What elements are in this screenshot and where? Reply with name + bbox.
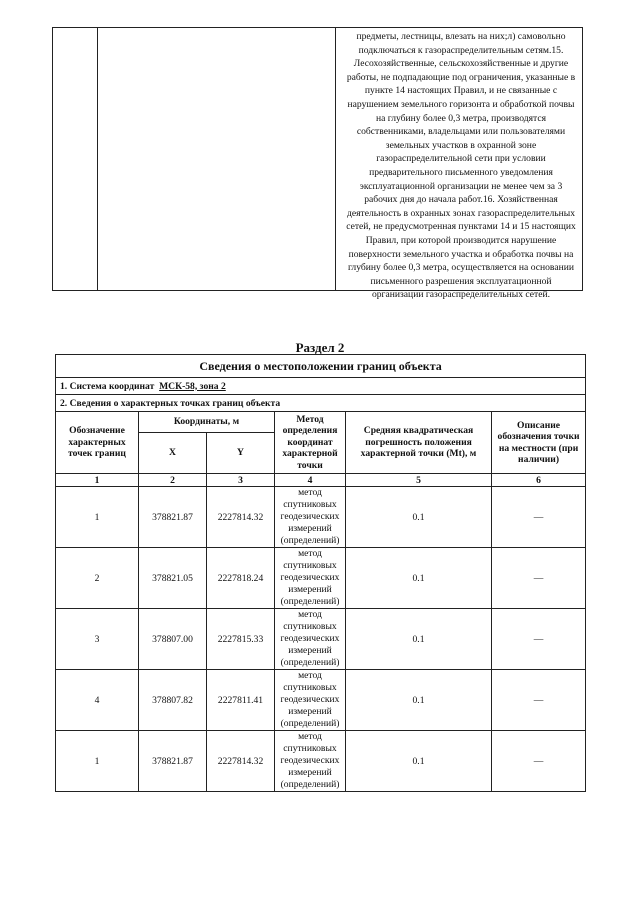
- position-error: 0.1: [346, 731, 492, 792]
- coordinate-x: 378821.87: [139, 731, 207, 792]
- coordinate-x: 378821.05: [139, 548, 207, 609]
- header-coordinates: Координаты, м: [139, 412, 275, 433]
- position-error: 0.1: [346, 487, 492, 548]
- restrictions-col-zone: [98, 28, 336, 290]
- point-id: 1: [56, 731, 139, 792]
- table-title: Сведения о местоположении границ объекта: [56, 355, 586, 378]
- point-id: 4: [56, 670, 139, 731]
- point-description: —: [492, 731, 586, 792]
- points-section-label: 2. Сведения о характерных точках границ объекта: [56, 395, 586, 412]
- point-id: 1: [56, 487, 139, 548]
- header-y: Y: [207, 433, 275, 474]
- coordinate-system-label: 1. Система координат: [60, 380, 155, 392]
- coordinate-y: 2227818.24: [207, 548, 275, 609]
- point-description: —: [492, 548, 586, 609]
- point-description: —: [492, 487, 586, 548]
- restrictions-text: предметы, лестницы, влезать на них;л) самовольно подключаться к газораспределительным сетям.15. Лесохозяйственные, сельскохозяйственные и другие работы, не подпадающие под ограничения, указанные в пункте 14 настоящих Правил, и не связанные с нарушением земельного горизонта и обработкой почвы на глубину более 0,3 метра, производятся собственниками, владельцами или пользователями земельных участков в охранной зоне газораспределительной сети при условии предварительного письменного уведомления эксплуатационной организации не менее чем за 3 рабочих дня до начала работ.16. Хозяйственная деятельность в охранных зонах газораспределительных сетей, не предусмотренная пунктами 14 и 15 настоящих Правил, при которой производится нарушение поверхности земельного участка и обработка почвы на глубину более 0,3 метра, осуществляется на основании письменного разрешения эксплуатационной организации газораспределительных сетей.: [346, 31, 576, 301]
- position-error: 0.1: [346, 548, 492, 609]
- column-number: 2: [139, 474, 207, 487]
- coordinate-y: 2227815.33: [207, 609, 275, 670]
- coordinate-y: 2227814.32: [207, 487, 275, 548]
- table-row: [56, 731, 586, 792]
- determination-method: метод спутниковых геодезических измерений (определений): [275, 609, 346, 670]
- determination-method: метод спутниковых геодезических измерений (определений): [275, 670, 346, 731]
- table-row: [56, 609, 586, 670]
- coordinate-x: 378807.82: [139, 670, 207, 731]
- column-number: 5: [346, 474, 492, 487]
- table-row: [56, 487, 586, 548]
- point-description: —: [492, 670, 586, 731]
- coordinate-x: 378807.00: [139, 609, 207, 670]
- point-description: —: [492, 609, 586, 670]
- position-error: 0.1: [346, 609, 492, 670]
- position-error: 0.1: [346, 670, 492, 731]
- header-description: Описание обозначения точки на местности (при наличии): [492, 412, 586, 474]
- header-x: X: [139, 433, 207, 474]
- header-error: Средняя квадратическая погрешность положения характерной точки (Mt), м: [346, 412, 492, 474]
- point-id: 2: [56, 548, 139, 609]
- determination-method: метод спутниковых геодезических измерений (определений): [275, 487, 346, 548]
- section-title: Раздел 2: [295, 340, 345, 355]
- determination-method: метод спутниковых геодезических измерений (определений): [275, 731, 346, 792]
- coordinate-y: 2227811.41: [207, 670, 275, 731]
- table-row: [56, 548, 586, 609]
- point-id: 3: [56, 609, 139, 670]
- column-number: 3: [207, 474, 275, 487]
- column-number: 4: [275, 474, 346, 487]
- boundary-points-table: [55, 354, 586, 792]
- table-row: [56, 670, 586, 731]
- header-designation: Обозначение характерных точек границ: [56, 412, 139, 474]
- restrictions-table-continuation: [52, 27, 583, 301]
- restrictions-col-number: [53, 28, 98, 290]
- coordinate-system-value: МСК-58, зона 2: [159, 380, 226, 392]
- coordinate-system-row: [56, 378, 586, 395]
- column-number: 1: [56, 474, 139, 487]
- header-method: Метод определения координат характерной точки: [275, 412, 346, 474]
- determination-method: метод спутниковых геодезических измерений (определений): [275, 548, 346, 609]
- coordinate-x: 378821.87: [139, 487, 207, 548]
- coordinate-y: 2227814.32: [207, 731, 275, 792]
- column-number: 6: [492, 474, 586, 487]
